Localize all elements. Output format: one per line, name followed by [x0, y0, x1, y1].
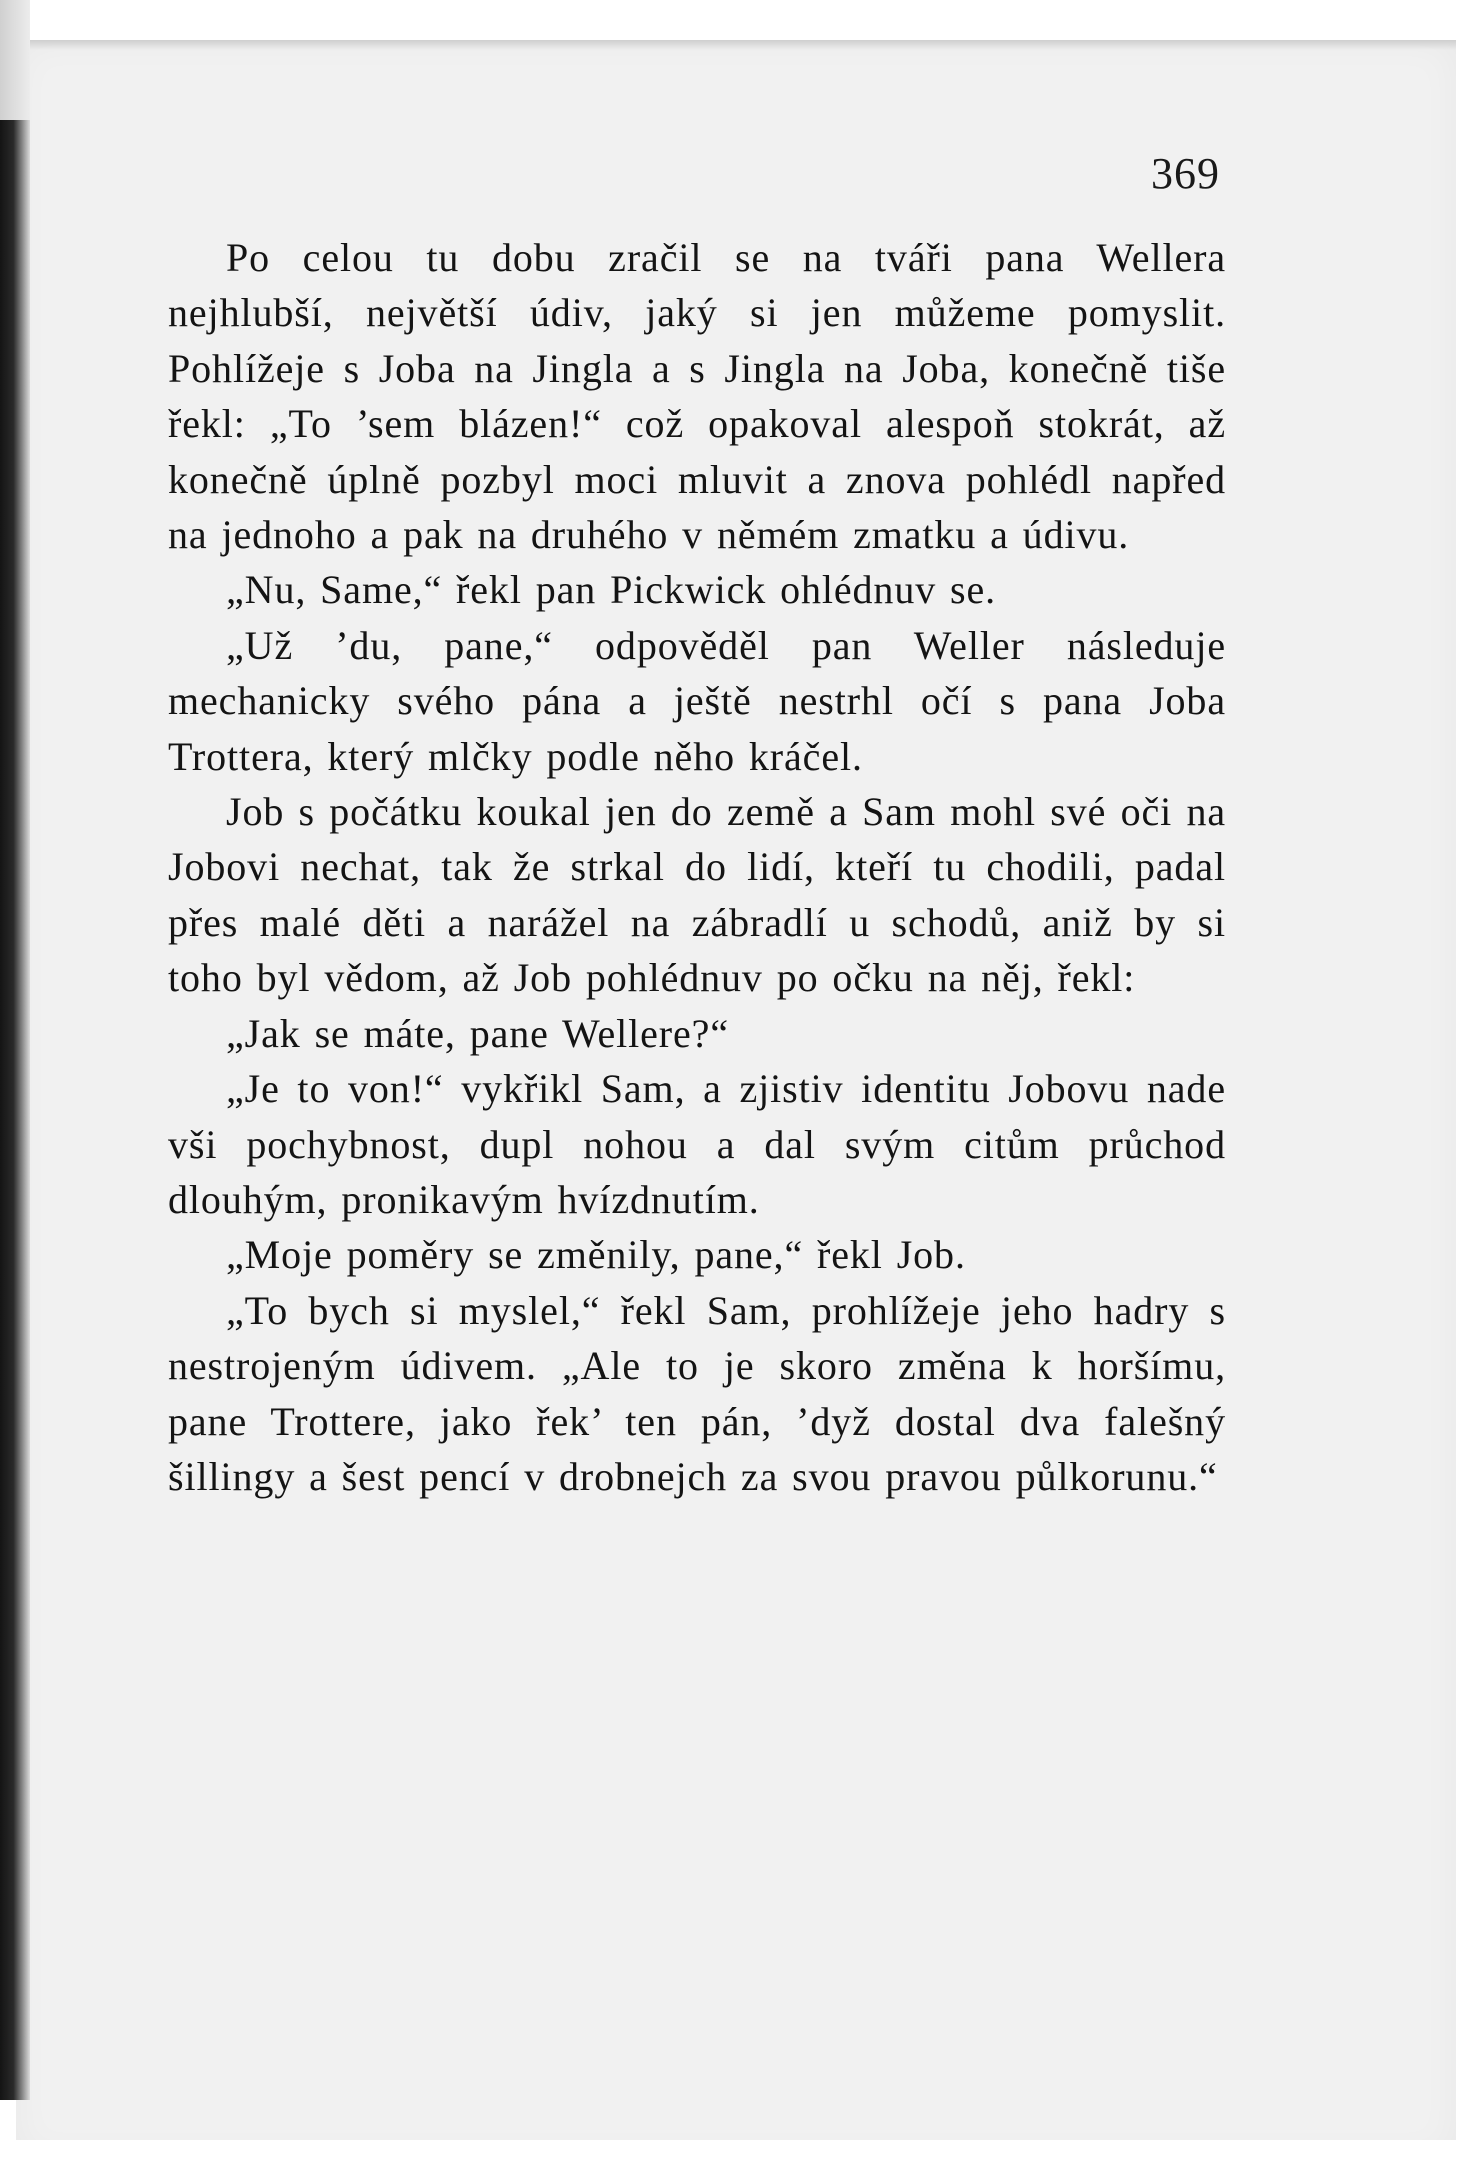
body-text — [168, 230, 1226, 1504]
scan-edge-light — [0, 0, 30, 120]
scan-bottom-margin — [0, 2140, 1476, 2166]
paragraph: Job s počátku koukal jen do země a Sam mohl své oči na Jobovi nechat, tak že strkal do lidí, kteří tu chodili, padal přes malé děti a narážel na zábradlí u schodů, aniž by si toho byl vědom, až Job pohlédnuv po očku na něj, řekl: — [168, 789, 1226, 1001]
paragraph: „To bych si myslel,“ řekl Sam, prohlížeje jeho hadry s nestrojeným údivem. „Ale to je skoro změna k horšímu, pane Trottere, jako řek’ ten pán, ’dyž dostal dva falešný šillingy a šest pencí v drobnejch za svou pravou půlkorunu.“ — [168, 1287, 1226, 1499]
page-number: 369 — [1151, 149, 1220, 198]
paragraph: Po celou tu dobu zračil se na tváři pana Wellera nejhlubší, největší údiv, jaký si jen můžeme pomyslit. Pohlížeje s Joba na Jingla a s Jingla na Joba, konečně tiše řekl: „To ’sem blázen!“ což opakoval alespoň stokrát, až konečně úplně pozbyl moci mluvit a znova pohlédl napřed na jednoho a pak na druhého v němém zmatku a údivu. — [168, 235, 1226, 558]
paragraph: „Nu, Same,“ řekl pan Pickwick ohlédnuv se. — [226, 567, 997, 613]
paragraph: „Je to von!“ vykřikl Sam, a zjistiv identitu Jobovu nade vši pochybnost, dupl nohou a dal svým citům průchod dlouhým, pronikavým hvízdnutím. — [168, 1066, 1226, 1222]
book-binding-edge — [0, 120, 30, 2100]
paragraph: „Už ’du, pane,“ odpověděl pan Weller následuje mechanicky svého pána a ještě nestrhl očí s pana Joba Trottera, který mlčky podle něho kráčel. — [168, 622, 1226, 779]
page-top-edge — [16, 40, 1456, 50]
paragraph: „Jak se máte, pane Wellere?“ — [226, 1010, 729, 1056]
paragraph: „Moje poměry se změnily, pane,“ řekl Job. — [226, 1232, 966, 1278]
